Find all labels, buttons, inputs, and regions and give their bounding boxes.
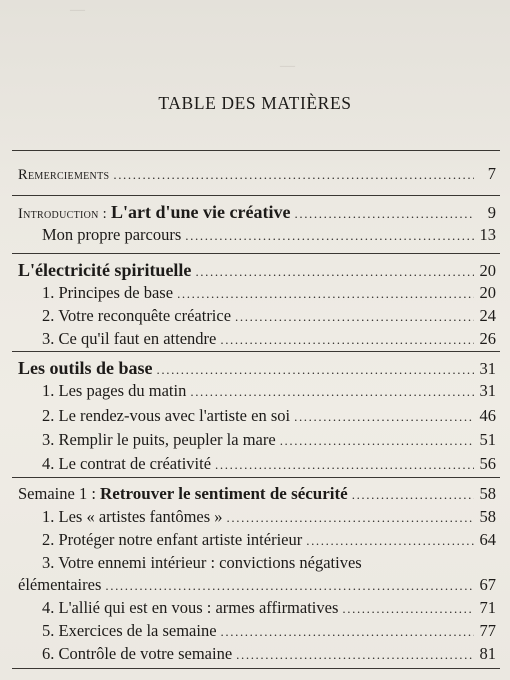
divider [12, 668, 500, 669]
toc-entry-electricite: L'électricité spirituelle ..... 20 [18, 260, 496, 281]
toc-title: TABLE DES MATIÈRES [158, 93, 352, 113]
toc-entry-outils: Les outils de base ..... 31 [18, 358, 496, 379]
toc-entry-s1: 1. Les « artistes fantômes » ..... 58 [42, 507, 496, 527]
toc-entry-e2: 2. Votre reconquête créatrice ..... 24 [42, 306, 496, 326]
toc-entry-o3: 3. Remplir le puits, peupler la mare ..... 51 [42, 430, 496, 450]
toc-entry-s5: 5. Exercices de la semaine ..... 77 [42, 621, 496, 641]
toc-entry-remerciements: Remerciements ..... 7 [18, 164, 496, 184]
show-through-text: — [280, 58, 295, 74]
divider [12, 195, 500, 196]
toc-entry-e3: 3. Ce qu'il faut en attendre ..... 26 [42, 329, 496, 349]
toc-entry-s3-continued: élémentaires ..... 67 [18, 575, 496, 595]
toc-entry-o4: 4. Le contrat de créativité ..... 56 [42, 454, 496, 474]
divider [12, 477, 500, 478]
toc-entry-e1: 1. Principes de base ..... 20 [42, 283, 496, 303]
toc-entry-introduction: Introduction : L'art d'une vie créative ..... 9 [18, 202, 496, 223]
toc-entry-o1: 1. Les pages du matin ..... 31 [42, 381, 496, 401]
toc-entry-s2: 2. Protéger notre enfant artiste intérieur ..... 64 [42, 530, 496, 550]
toc-entry-s4: 4. L'allié qui est en vous : armes affirmatives ..... 71 [42, 598, 496, 618]
divider [12, 351, 500, 352]
show-through-text: — [70, 2, 85, 18]
toc-entry-s6: 6. Contrôle de votre semaine ..... 81 [42, 644, 496, 664]
divider [12, 150, 500, 151]
toc-entry-semaine1: Semaine 1 : Retrouver le sentiment de sécurité ..... 58 [18, 484, 496, 504]
divider [12, 253, 500, 254]
toc-entry-parcours: Mon propre parcours ..... 13 [42, 225, 496, 245]
toc-entry-o2: 2. Le rendez-vous avec l'artiste en soi ..... 46 [42, 406, 496, 426]
toc-entry-s3: 3. Votre ennemi intérieur : convictions négatives [42, 553, 362, 572]
